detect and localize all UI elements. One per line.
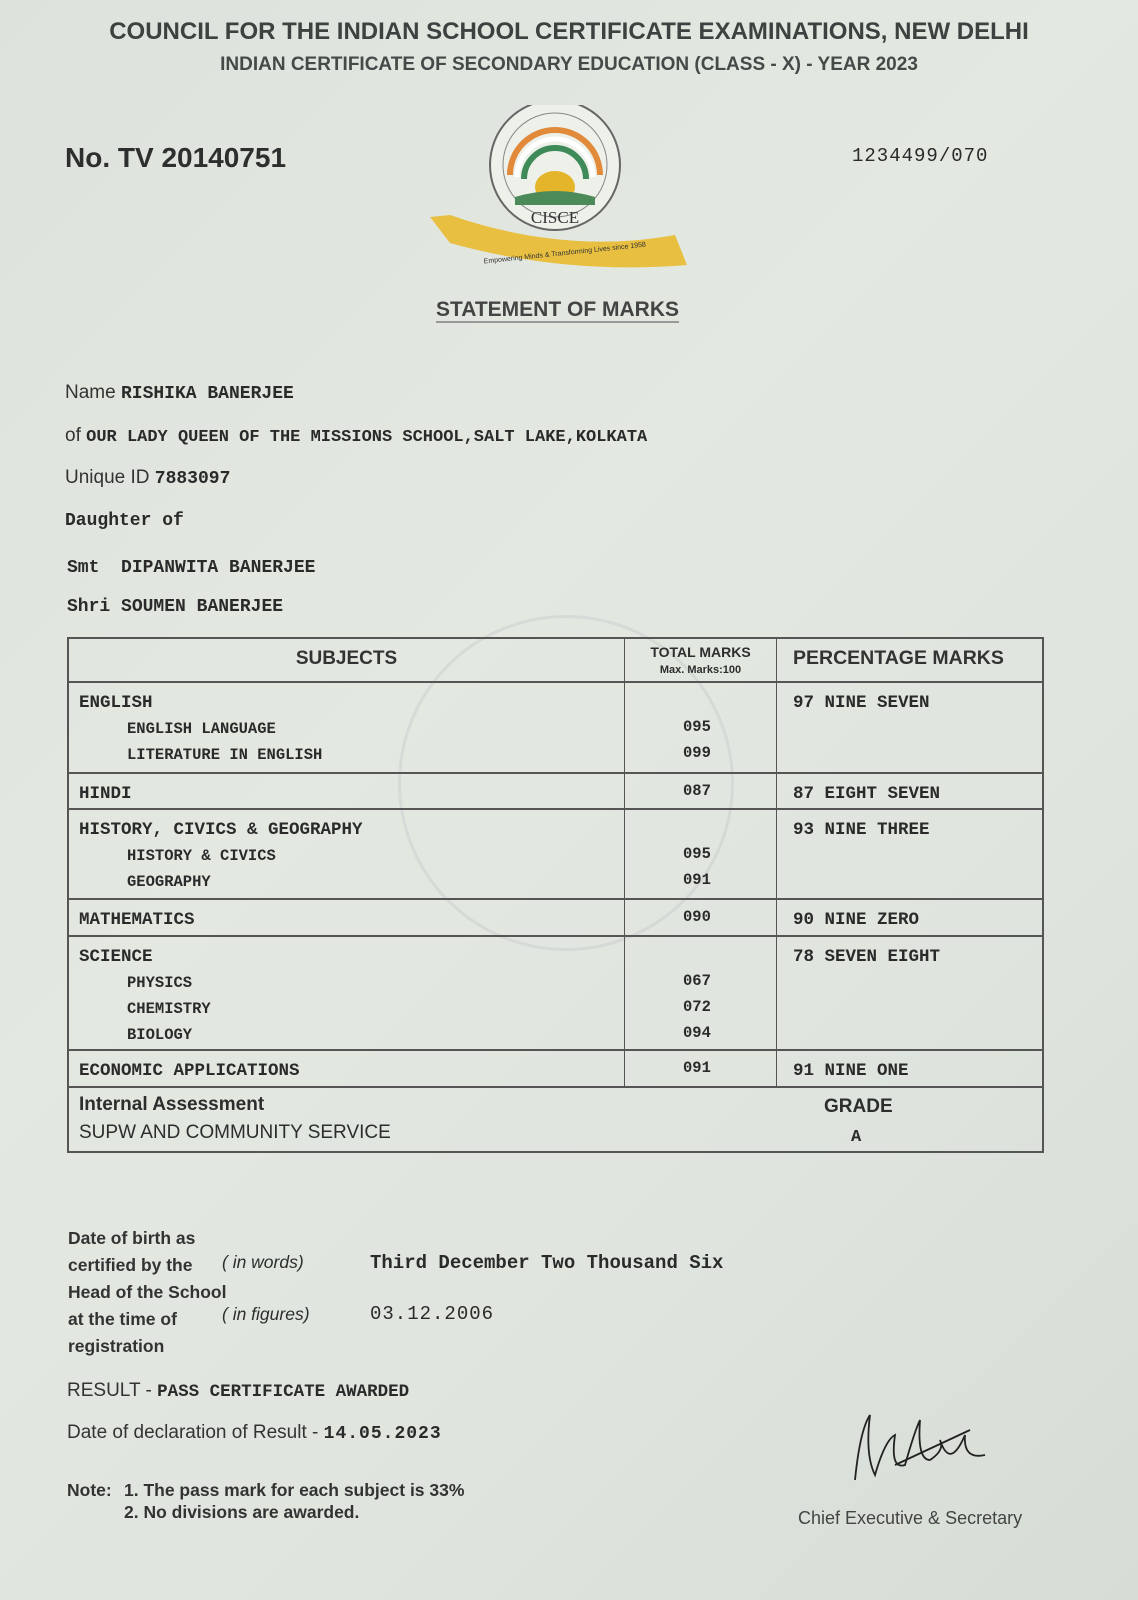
subject-name: HISTORY, CIVICS & GEOGRAPHY <box>79 820 363 840</box>
note-2: 2. No divisions are awarded. <box>124 1502 360 1522</box>
dob-label-2: certified by the <box>68 1255 193 1275</box>
dob-label-5: registration <box>68 1336 165 1356</box>
percentage-marks: 97 NINE SEVEN <box>793 693 930 713</box>
paper-name: BIOLOGY <box>127 1026 193 1044</box>
mother-name: DIPANWITA BANERJEE <box>121 558 316 578</box>
reference-number: 1234499/070 <box>852 145 989 167</box>
dob-words: Third December Two Thousand Six <box>370 1252 724 1274</box>
note-label: Note: <box>67 1480 112 1500</box>
subject-name: HINDI <box>79 784 132 804</box>
in-words-label: ( in words) <box>222 1252 304 1272</box>
subject-name: ENGLISH <box>79 693 153 713</box>
dob-label-3: Head of the School <box>68 1282 227 1302</box>
paper-marks: 099 <box>683 744 711 762</box>
supw-label: SUPW AND COMMUNITY SERVICE <box>79 1122 391 1143</box>
declaration-label: Date of declaration of Result - <box>67 1422 319 1443</box>
result-value: PASS CERTIFICATE AWARDED <box>157 1382 410 1402</box>
declaration-date: 14.05.2023 <box>323 1424 442 1444</box>
paper-name: ENGLISH LANGUAGE <box>127 720 276 738</box>
percentage-header: PERCENTAGE MARKS <box>793 647 1004 669</box>
dob-label-1: Date of birth as <box>68 1228 196 1248</box>
subject-row <box>69 774 1042 810</box>
document-title: STATEMENT OF MARKS <box>435 298 680 321</box>
paper-marks: 091 <box>683 871 711 889</box>
percentage-marks: 91 NINE ONE <box>793 1061 909 1081</box>
max-marks-note: Max. Marks:100 <box>659 664 742 676</box>
dob-label-4: at the time of <box>68 1309 177 1329</box>
result-label: RESULT - <box>67 1380 152 1401</box>
cisce-logo <box>425 105 705 280</box>
grade-label: GRADE <box>824 1096 893 1117</box>
relation-label: Daughter of <box>65 511 184 531</box>
name-label: Name <box>65 382 116 403</box>
subject-row <box>69 683 1042 774</box>
svg-text:Empowering Minds & Transformin: Empowering Minds & Transforming Lives since 1958 <box>483 241 647 266</box>
exam-subtitle: INDIAN CERTIFICATE OF SECONDARY EDUCATION (CLASS - X) - YEAR 2023 <box>220 54 918 75</box>
subject-row <box>69 937 1042 1051</box>
paper-name: GEOGRAPHY <box>127 873 211 891</box>
student-name: RISHIKA BANERJEE <box>120 384 294 404</box>
paper-marks: 094 <box>683 1024 711 1042</box>
of-label: of <box>65 425 81 446</box>
subject-marks: 090 <box>683 908 711 926</box>
father-label: Shri <box>67 597 111 617</box>
paper-marks: 095 <box>683 718 711 736</box>
signatory-title: Chief Executive & Secretary <box>798 1508 1023 1528</box>
table-header <box>69 639 1042 683</box>
logo-text: CISCE <box>530 208 580 227</box>
supw-grade: A <box>851 1128 862 1147</box>
paper-name: PHYSICS <box>127 974 193 992</box>
percentage-marks: 87 EIGHT SEVEN <box>793 784 941 804</box>
marks-table <box>67 637 1044 1153</box>
subject-name: MATHEMATICS <box>79 910 195 930</box>
dob-figures: 03.12.2006 <box>370 1303 495 1325</box>
subject-row <box>69 900 1042 937</box>
subject-row <box>69 810 1042 900</box>
council-title: COUNCIL FOR THE INDIAN SCHOOL CERTIFICATE EXAMINATIONS, NEW DELHI <box>109 18 1029 45</box>
father-name: SOUMEN BANERJEE <box>121 597 284 617</box>
certificate-number: No. TV 20140751 <box>65 142 287 173</box>
paper-name: CHEMISTRY <box>127 1000 211 1018</box>
paper-marks: 095 <box>683 845 711 863</box>
subject-marks: 087 <box>683 782 711 800</box>
internal-assessment-row <box>69 1088 1042 1153</box>
subjects-header: SUBJECTS <box>295 648 398 669</box>
percentage-marks: 93 NINE THREE <box>793 820 930 840</box>
subject-marks: 091 <box>683 1059 711 1077</box>
uid-label: Unique ID <box>65 467 150 488</box>
paper-name: HISTORY & CIVICS <box>127 847 276 865</box>
paper-marks: 067 <box>683 972 711 990</box>
percentage-marks: 78 SEVEN EIGHT <box>793 947 941 967</box>
total-marks-header: TOTAL MARKS <box>650 644 751 660</box>
in-figures-label: ( in figures) <box>222 1304 310 1324</box>
paper-marks: 072 <box>683 998 711 1016</box>
internal-assessment-label: Internal Assessment <box>79 1094 265 1115</box>
subject-row <box>69 1051 1042 1088</box>
signature <box>835 1410 1005 1495</box>
paper-name: LITERATURE IN ENGLISH <box>127 746 323 764</box>
subject-name: SCIENCE <box>79 947 153 967</box>
percentage-marks: 90 NINE ZERO <box>793 910 920 930</box>
school-name: OUR LADY QUEEN OF THE MISSIONS SCHOOL,SALT LAKE,KOLKATA <box>86 428 648 447</box>
note-1: 1. The pass mark for each subject is 33% <box>124 1480 465 1500</box>
subject-name: ECONOMIC APPLICATIONS <box>79 1061 300 1081</box>
mother-label: Smt <box>67 558 100 578</box>
unique-id: 7883097 <box>154 469 231 489</box>
